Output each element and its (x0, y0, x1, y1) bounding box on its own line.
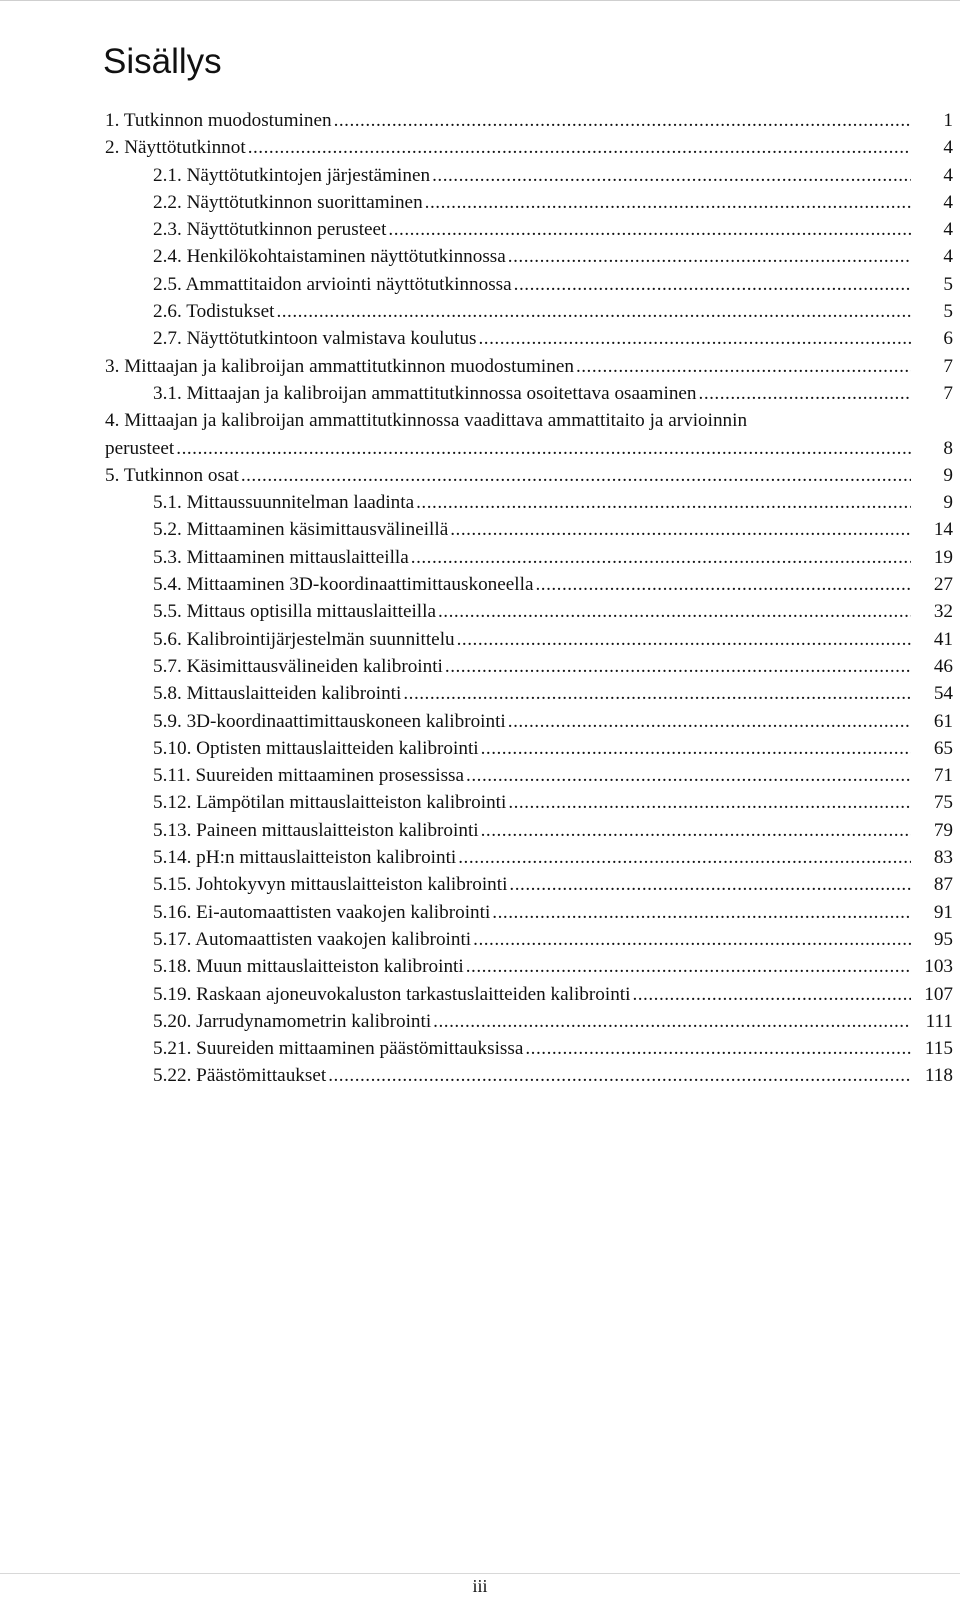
dot-leader (241, 462, 911, 489)
toc-entry-5[interactable] (105, 462, 957, 489)
toc-entry-text: perusteet (105, 437, 175, 459)
toc-entry-2-1[interactable] (105, 162, 957, 189)
toc-entry-text: 5.11. Suureiden mittaaminen prosessissa (153, 765, 465, 787)
toc-entry-page: 75 (933, 792, 953, 814)
toc-entry-page: 32 (933, 601, 953, 623)
toc-entry-page: 4 (943, 137, 953, 159)
toc-entry-page: 27 (933, 574, 953, 596)
toc-entry-page: 7 (943, 382, 953, 404)
toc-entry-text: 5.20. Jarrudynamometrin kalibrointi (153, 1010, 432, 1032)
dot-leader (481, 735, 911, 762)
toc-entry-page: 9 (943, 464, 953, 486)
toc-entry-page: 91 (933, 901, 953, 923)
dot-leader (632, 981, 911, 1008)
toc-entry-page: 6 (943, 328, 953, 350)
toc-entry-page: 46 (933, 655, 953, 677)
toc-entry-text: 5.12. Lämpötilan mittauslaitteiston kalibrointi (153, 792, 507, 814)
toc-entry-5-15[interactable] (105, 871, 957, 898)
footer-divider (0, 1573, 960, 1574)
toc-entry-2-4[interactable] (105, 243, 957, 270)
toc-entry-text: 4. Mittaajan ja kalibroijan ammattitutkinnossa vaadittava ammattitaito ja arvioinnin (105, 410, 748, 432)
toc-entry-page: 4 (943, 191, 953, 213)
toc-entry-5-2[interactable] (105, 516, 957, 543)
toc-entry-5-11[interactable] (105, 762, 957, 789)
dot-leader (450, 516, 911, 543)
toc-entry-page: 87 (933, 874, 953, 896)
dot-leader (403, 680, 911, 707)
toc-entry-5-7[interactable] (105, 653, 957, 680)
dot-leader (432, 162, 911, 189)
toc-entry-4[interactable] (105, 407, 957, 434)
toc-entry-page: 5 (943, 273, 953, 295)
dot-leader (466, 953, 911, 980)
toc-entry-text: 5.3. Mittaaminen mittauslaitteilla (153, 546, 409, 568)
toc-entry-text: 5.19. Raskaan ajoneuvokaluston tarkastuslaitteiden kalibrointi (153, 983, 631, 1005)
toc-entry-text: 2.7. Näyttötutkintoon valmistava koulutus (153, 328, 477, 350)
dot-leader (276, 298, 911, 325)
toc-entry-3-1[interactable] (105, 380, 957, 407)
toc-entry-5-19[interactable] (105, 981, 957, 1008)
toc-entry-page: 79 (933, 819, 953, 841)
toc-entry-page: 95 (933, 928, 953, 950)
dot-leader (514, 271, 911, 298)
dot-leader (438, 598, 911, 625)
toc-entry-5-9[interactable] (105, 708, 957, 735)
toc-entry-text: 2. Näyttötutkinnot (105, 137, 246, 159)
toc-entry-page: 111 (925, 1010, 953, 1032)
toc-entry-page: 54 (933, 683, 953, 705)
toc-entry-text: 5.4. Mittaaminen 3D-koordinaattimittauskoneella (153, 574, 534, 596)
dot-leader (176, 435, 911, 462)
toc-entry-page: 8 (943, 437, 953, 459)
toc-entry-5-3[interactable] (105, 544, 957, 571)
toc-entry-page: 1 (943, 110, 953, 131)
toc-entry-page: 61 (933, 710, 953, 732)
dot-leader (508, 243, 911, 270)
toc-entry-1[interactable] (105, 107, 957, 134)
toc-entry-3[interactable] (105, 353, 957, 380)
table-of-contents (105, 107, 957, 1090)
toc-entry-page: 4 (943, 219, 953, 241)
toc-entry-page: 107 (924, 983, 953, 1005)
dot-leader (425, 189, 911, 216)
dot-leader (457, 626, 911, 653)
toc-entry-text: 3. Mittaajan ja kalibroijan ammattitutkinnon muodostuminen (105, 355, 574, 377)
toc-entry-page: 71 (933, 765, 953, 787)
toc-entry-page: 5 (943, 301, 953, 323)
toc-entry-text: 5.16. Ei-automaattisten vaakojen kalibrointi (153, 901, 491, 923)
toc-entry-text: 2.5. Ammattitaidon arviointi näyttötutkinnossa (153, 273, 512, 295)
dot-leader (699, 380, 911, 407)
toc-entry-text: 5.15. Johtokyvyn mittauslaitteiston kalibrointi (153, 874, 508, 896)
toc-entry-2-3[interactable] (105, 216, 957, 243)
toc-entry-text: 5.22. Päästömittaukset (153, 1065, 327, 1087)
toc-entry-text: 2.1. Näyttötutkintojen järjestäminen (153, 164, 431, 186)
toc-entry-text: 5.10. Optisten mittauslaitteiden kalibrointi (153, 737, 479, 759)
toc-entry-4-cont[interactable] (105, 435, 957, 462)
dot-leader (479, 325, 912, 352)
toc-entry-5-16[interactable] (105, 899, 957, 926)
toc-entry-page: 4 (943, 164, 953, 186)
toc-entry-text: 5.2. Mittaaminen käsimittausvälineillä (153, 519, 449, 541)
dot-leader (328, 1062, 911, 1089)
dot-leader (481, 817, 911, 844)
toc-entry-page: 103 (924, 956, 953, 978)
toc-entry-text: 5.1. Mittaussuunnitelman laadinta (153, 492, 415, 514)
top-border (0, 0, 960, 2)
dot-leader (509, 871, 911, 898)
dot-leader (535, 571, 911, 598)
dot-leader (445, 653, 911, 680)
toc-entry-5-22[interactable] (105, 1062, 957, 1089)
toc-entry-5-8[interactable] (105, 680, 957, 707)
dot-leader (473, 926, 911, 953)
toc-entry-text: 5.17. Automaattisten vaakojen kalibrointi (153, 928, 472, 950)
dot-leader (525, 1035, 911, 1062)
toc-entry-page: 83 (933, 847, 953, 869)
toc-entry-page: 14 (933, 519, 953, 541)
toc-entry-page: 4 (943, 246, 953, 268)
toc-entry-text: 3.1. Mittaajan ja kalibroijan ammattitutkinnossa osoitettava osaaminen (153, 382, 697, 404)
toc-entry-5-6[interactable] (105, 626, 957, 653)
toc-entry-text: 5.18. Muun mittauslaitteiston kalibrointi (153, 956, 464, 978)
toc-entry-text: 5.5. Mittaus optisilla mittauslaitteilla (153, 601, 436, 623)
toc-entry-5-13[interactable] (105, 817, 957, 844)
toc-entry-5-21[interactable] (105, 1035, 957, 1062)
toc-entry-page: 65 (933, 737, 953, 759)
toc-entry-text: 5.8. Mittauslaitteiden kalibrointi (153, 683, 402, 705)
dot-leader (466, 762, 911, 789)
toc-entry-text: 1. Tutkinnon muodostuminen (105, 110, 332, 131)
toc-entry-page: 115 (924, 1038, 953, 1060)
dot-leader (508, 789, 911, 816)
toc-entry-page: 41 (933, 628, 953, 650)
dot-leader (416, 489, 911, 516)
dot-leader (433, 1008, 911, 1035)
toc-entry-page: 7 (943, 355, 953, 377)
toc-entry-5-5[interactable] (105, 598, 957, 625)
toc-entry-text: 2.6. Todistukset (153, 301, 275, 323)
toc-entry-2-5[interactable] (105, 271, 957, 298)
dot-leader (492, 899, 911, 926)
dot-leader (388, 216, 911, 243)
dot-leader (411, 544, 911, 571)
toc-entry-5-20[interactable] (105, 1008, 957, 1035)
toc-entry-text: 5.6. Kalibrointijärjestelmän suunnittelu (153, 628, 455, 650)
dot-leader (576, 353, 911, 380)
toc-entry-text: 5.9. 3D-koordinaattimittauskoneen kalibrointi (153, 710, 506, 732)
toc-entry-2-2[interactable] (105, 189, 957, 216)
toc-entry-5-1[interactable] (105, 489, 957, 516)
toc-entry-5-10[interactable] (105, 735, 957, 762)
page-title: Sisällys (103, 42, 222, 81)
toc-entry-2-7[interactable] (105, 325, 957, 352)
toc-entry-text: 5.14. pH:n mittauslaitteiston kalibrointi (153, 847, 457, 869)
toc-entry-text: 2.2. Näyttötutkinnon suorittaminen (153, 191, 423, 213)
dot-leader (334, 107, 911, 134)
toc-entry-2[interactable] (105, 134, 957, 161)
toc-entry-5-4[interactable] (105, 571, 957, 598)
toc-entry-5-12[interactable] (105, 789, 957, 816)
dot-leader (458, 844, 911, 871)
toc-entry-page: 118 (924, 1065, 953, 1087)
toc-entry-5-14[interactable] (105, 844, 957, 871)
toc-entry-page: 9 (943, 492, 953, 514)
dot-leader (508, 708, 911, 735)
page-number: iii (472, 1576, 488, 1596)
toc-entry-5-17[interactable] (105, 926, 957, 953)
toc-entry-text: 2.3. Näyttötutkinnon perusteet (153, 219, 387, 241)
toc-entry-5-18[interactable] (105, 953, 957, 980)
toc-entry-text: 5.21. Suureiden mittaaminen päästömittauksissa (153, 1038, 524, 1060)
toc-entry-2-6[interactable] (105, 298, 957, 325)
toc-entry-text: 5. Tutkinnon osat (105, 464, 239, 486)
toc-entry-text: 5.7. Käsimittausvälineiden kalibrointi (153, 655, 443, 677)
toc-entry-text: 2.4. Henkilökohtaistaminen näyttötutkinnossa (153, 246, 506, 268)
dot-leader (248, 134, 911, 161)
toc-entry-text: 5.13. Paineen mittauslaitteiston kalibrointi (153, 819, 479, 841)
toc-entry-page: 19 (933, 546, 953, 568)
